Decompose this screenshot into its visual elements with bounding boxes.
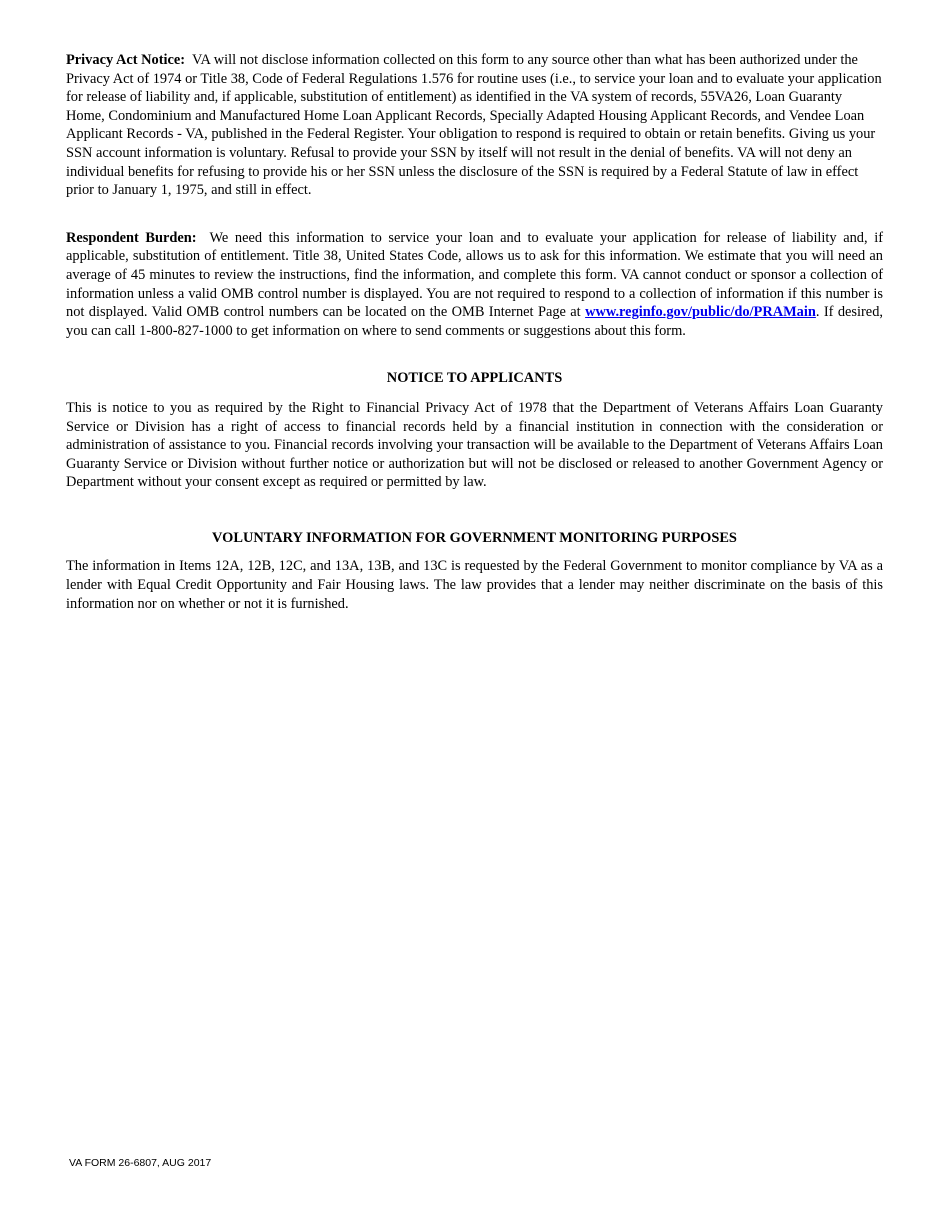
pra-main-link[interactable]: www.reginfo.gov/public/do/PRAMain: [585, 304, 816, 321]
voluntary-information-heading: VOLUNTARY INFORMATION FOR GOVERNMENT MONITORING PURPOSES: [212, 529, 737, 546]
privacy-act-label: Privacy Act Notice:: [66, 52, 186, 68]
privacy-act-notice: [66, 51, 883, 200]
respondent-burden-text: We need this information to service your loan and to evaluate your application for release of liability and, if applicable, substitution of entitlement. Title 38, United States Code, allows us to ask for this information. We estimate that you will need an average of 45 minutes to review the instructions, find the information, and complete this form. VA cannot conduct or sponsor a collection of information unless a valid OMB control number is displayed. You are not required to respond to a collection of information if this number is not displayed. Valid OMB control numbers can be located on the OMB Internet Page at: [66, 229, 883, 321]
respondent-burden-label: Respondent Burden:: [66, 229, 197, 246]
respondent-burden: [66, 229, 883, 341]
privacy-act-text: VA will not disclose information collected on this form to any source other than what has been authorized under the Privacy Act of 1974 or Title 38, Code of Federal Regulations 1.576 for routine uses (i.e., to service your loan and to evaluate your application for release of liability and, if applicable, substitution of entitlement) as identified in the VA system of records, 55VA26, Loan Guaranty Home, Condominium and Manufactured Home Loan Applicant Records, Specially Adapted Housing Applicant Records, and Vendee Loan Applicant Records - VA, published in the Federal Register. Your obligation to respond is required to obtain or retain benefits. Giving us your SSN account information is voluntary. Refusal to provide your SSN by itself will not result in the denial of benefits. VA will not deny an individual benefits for refusing to provide his or her SSN unless the disclosure of the SSN is required by a Federal Statute of law in effect prior to January 1, 1975, and still in effect.: [66, 52, 882, 199]
notice-to-applicants-heading: NOTICE TO APPLICANTS: [386, 370, 563, 387]
form-footer-id: VA FORM 26-6807, AUG 2017: [69, 1157, 212, 1169]
voluntary-information-text: The information in Items 12A, 12B, 12C, and 13A, 13B, and 13C is requested by the Federal Government to monitor compliance by VA as a lender with Equal Credit Opportunity and Fair Housing laws. The law provides that a lender may neither discriminate on the basis of this information nor on whether or not it is furnished.: [66, 558, 883, 612]
notice-to-applicants-text: This is notice to you as required by the Right to Financial Privacy Act of 1978 that the Department of Veterans Affairs Loan Guaranty Service or Division has a right of access to financial records held by a financial institution in connection with the consideration or administration of assistance to you. Financial records involving your transaction will be available to the Department of Veterans Affairs Loan Guaranty Service or Division without further notice or authorization but will not be disclosed or released to another Government Agency or Department without your consent except as required or permitted by law.: [66, 399, 883, 491]
document-page: [66, 51, 883, 613]
respondent-burden-text-after-link: . If desired, you can call 1-800-827-1000 to get information on where to send comments or suggestions about this form.: [66, 304, 883, 339]
